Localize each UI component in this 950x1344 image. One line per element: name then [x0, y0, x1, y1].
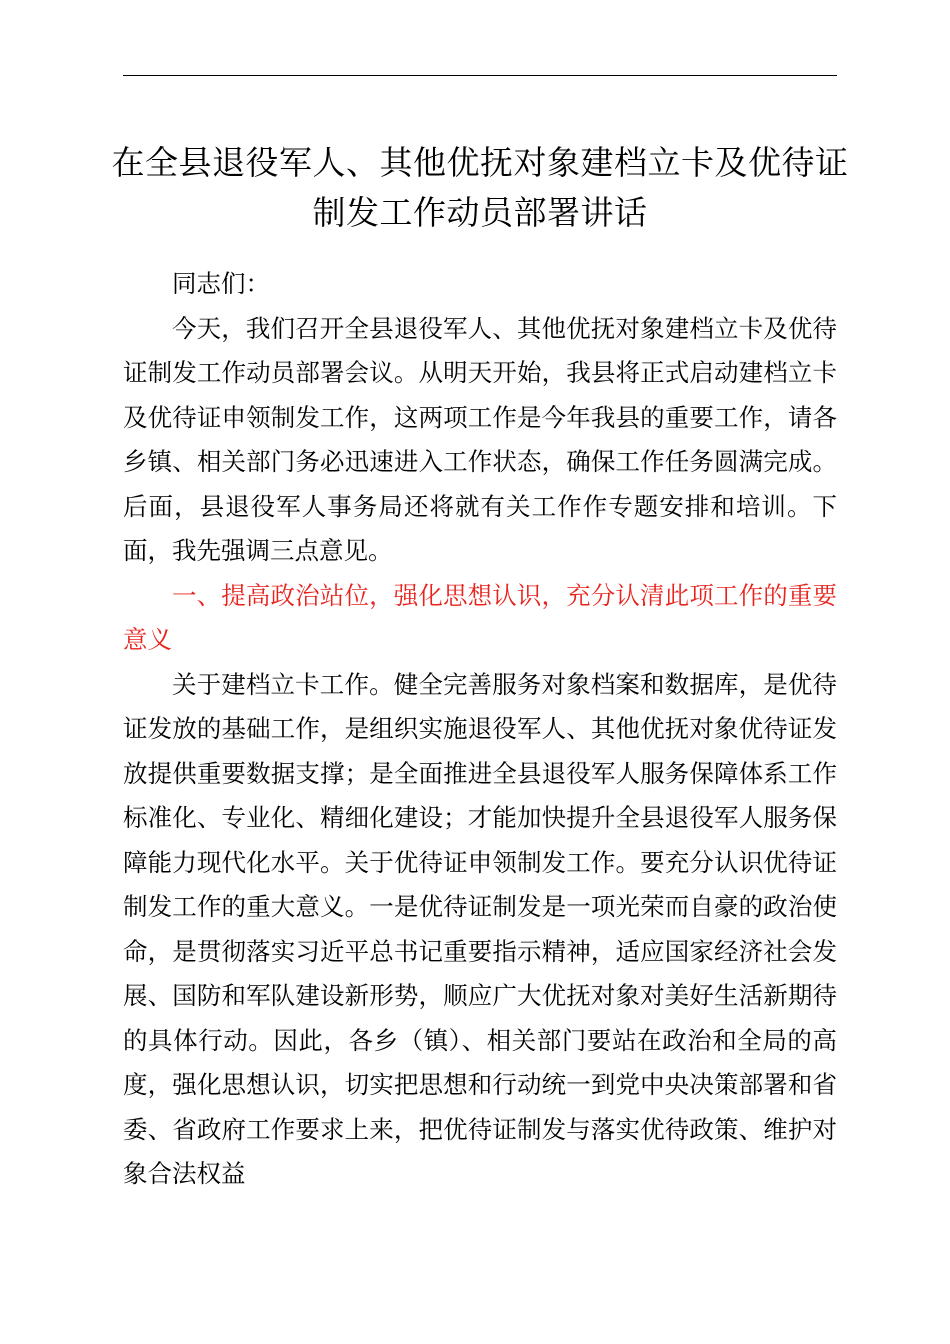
salutation: 同志们： — [172, 269, 270, 298]
body-paragraph: 关于建档立卡工作。健全完善服务对象档案和数据库，是优待证发放的基础工作，是组织实施退役军人、其他优抚对象优待证发放提供重要数据支撑；是全面推进全县退役军人服务保障体系工作标准化、专业化、精细化建设；才能加快提升全县退役军人服务保障能力现代化水平。关于优待证申领制发工作。要充分认识优待证制发工作的重大意义。一是优待证制发是一项光荣而自豪的政治使命，是贯彻落实习近平总书记重要指示精神，适应国家经济社会发展、国防和军队建设新形势，顺应广大优抚对象对美好生活新期待的具体行动。因此，各乡（镇）、相关部门要站在政治和全局的高度，强化思想认识，切实把思想和行动统一到党中央决策部署和省委、省政府工作要求上来，把优待证制发与落实优待政策、维护对象合法权益 — [123, 669, 837, 1188]
document-body — [123, 262, 837, 1197]
page-title: 在全县退役军人、其他优抚对象建档立卡及优待证制发工作动员部署讲话 — [111, 143, 849, 232]
section-heading-1: 一、提高政治站位，强化思想认识，充分认清此项工作的重要意义 — [123, 580, 837, 654]
opening-paragraph: 今天，我们召开全县退役军人、其他优抚对象建档立卡及优待证制发工作动员部署会议。从明天开始，我县将正式启动建档立卡及优待证申领制发工作，这两项工作是今年我县的重要工作，请各乡镇、相关部门务必迅速进入工作状态，确保工作任务圆满完成。后面，县退役军人事务局还将就有关工作作专题安排和培训。下面，我先强调三点意见。 — [123, 313, 837, 565]
header-rule — [123, 75, 837, 76]
